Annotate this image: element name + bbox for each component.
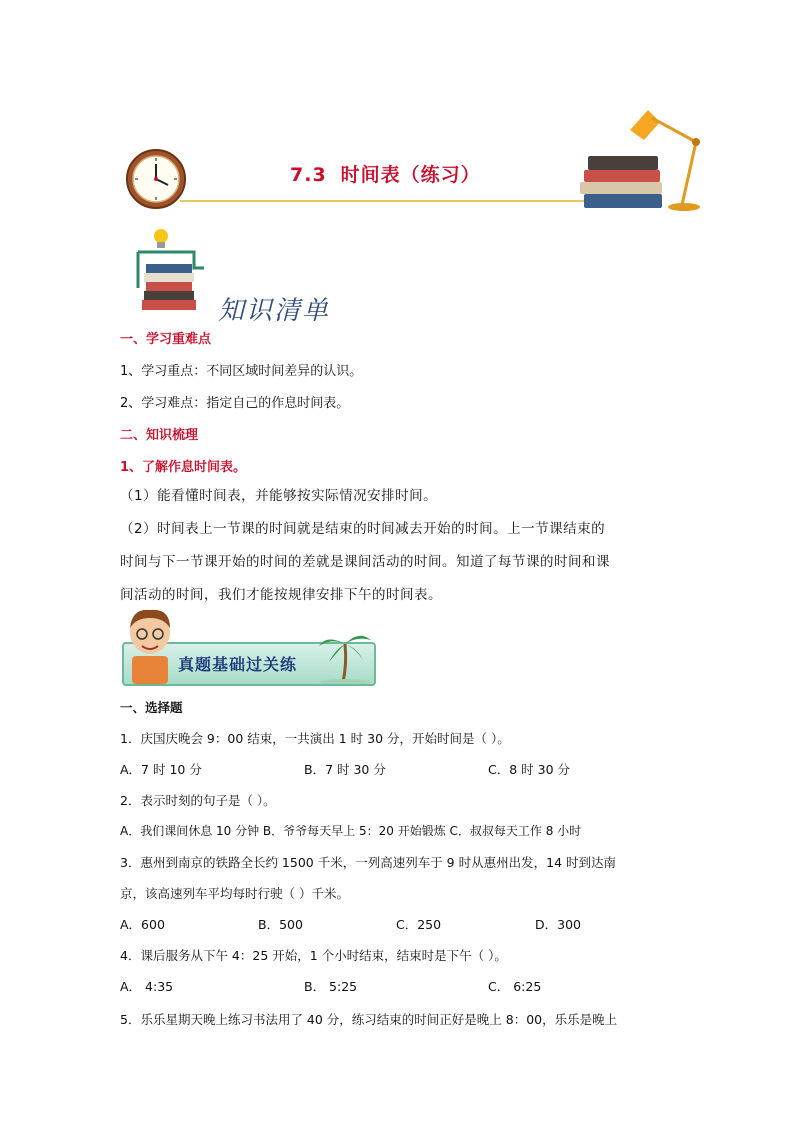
practice-banner-title: 真题基础过关练	[178, 655, 298, 674]
question-4-option-a: A． 4:35	[120, 979, 174, 994]
item-2-line-2: 时间与下一节课开始的时间的差就是课间活动的时间。知道了每节课的时间和课	[120, 554, 610, 570]
question-3-line-1: 3．惠州到南京的铁路全长约 1500 千米，一列高速列车于 9 时从惠州出发，14 时到达南	[120, 855, 616, 870]
question-3-option-b: B．500	[258, 917, 303, 932]
item-2-line-3: 间活动的时间，我们才能按规律安排下午的时间表。	[120, 587, 442, 603]
clock-icon	[125, 148, 187, 210]
question-3-option-d: D．300	[535, 917, 581, 932]
question-1-option-c: C．8 时 30 分	[488, 762, 571, 777]
title-divider	[180, 200, 600, 202]
title-text: 时间表（练习）	[340, 164, 481, 186]
question-1-option-b: B．7 时 30 分	[304, 762, 386, 777]
knowledge-heading: 知识清单	[218, 296, 331, 326]
question-3-option-c: C．250	[396, 917, 442, 932]
section-multiple-choice: 一、选择题	[120, 700, 183, 715]
question-2: 2．表示时刻的句子是（ ）。	[120, 793, 276, 808]
point-difficulty: 2、学习难点：指定自己的作息时间表。	[120, 396, 350, 411]
title-number: 7.3	[290, 164, 327, 186]
knowledge-paragraph	[120, 480, 610, 612]
lamp-books-icon	[578, 100, 708, 215]
question-1: 1．庆国庆晚会 9：00 结束，一共演出 1 时 30 分，开始时间是（ ）。	[120, 731, 510, 746]
question-3-line-2: 京，该高速列车平均每时行驶（ ）千米。	[120, 886, 349, 901]
section-knowledge-review: 二、知识梳理	[120, 428, 199, 443]
item-1: （1）能看懂时间表，并能够按实际情况安排时间。	[120, 488, 438, 504]
page-title	[290, 160, 481, 187]
question-1-option-a: A．7 时 10 分	[120, 762, 202, 777]
question-2-options: A．我们课间休息 10 分钟 B．爷爷每天早上 5：20 开始锻炼 C．叔叔每天工作 8 小时	[120, 824, 582, 838]
teacher-avatar	[120, 604, 182, 684]
subsection-schedule: 1、了解作息时间表。	[120, 460, 247, 475]
point-focus: 1、学习重点：不同区域时间差异的认识。	[120, 364, 363, 379]
section-key-points: 一、学习重难点	[120, 332, 212, 347]
question-5: 5．乐乐星期天晚上练习书法用了 40 分，练习结束的时间正好是晚上 8：00，乐乐是晚上	[120, 1012, 618, 1027]
item-2-line-1: （2）时间表上一节课的时间就是结束的时间减去开始的时间。上一节课结束的	[120, 521, 606, 537]
question-3-option-a: A．600	[120, 917, 165, 932]
question-4-option-b: B． 5:25	[304, 979, 358, 994]
question-4-option-c: C． 6:25	[488, 979, 542, 994]
question-4: 4．课后服务从下午 4：25 开始，1 个小时结束，结束时是下午（ ）。	[120, 948, 507, 963]
palm-tree-icon	[315, 624, 375, 684]
books-bulb-icon	[134, 228, 219, 323]
